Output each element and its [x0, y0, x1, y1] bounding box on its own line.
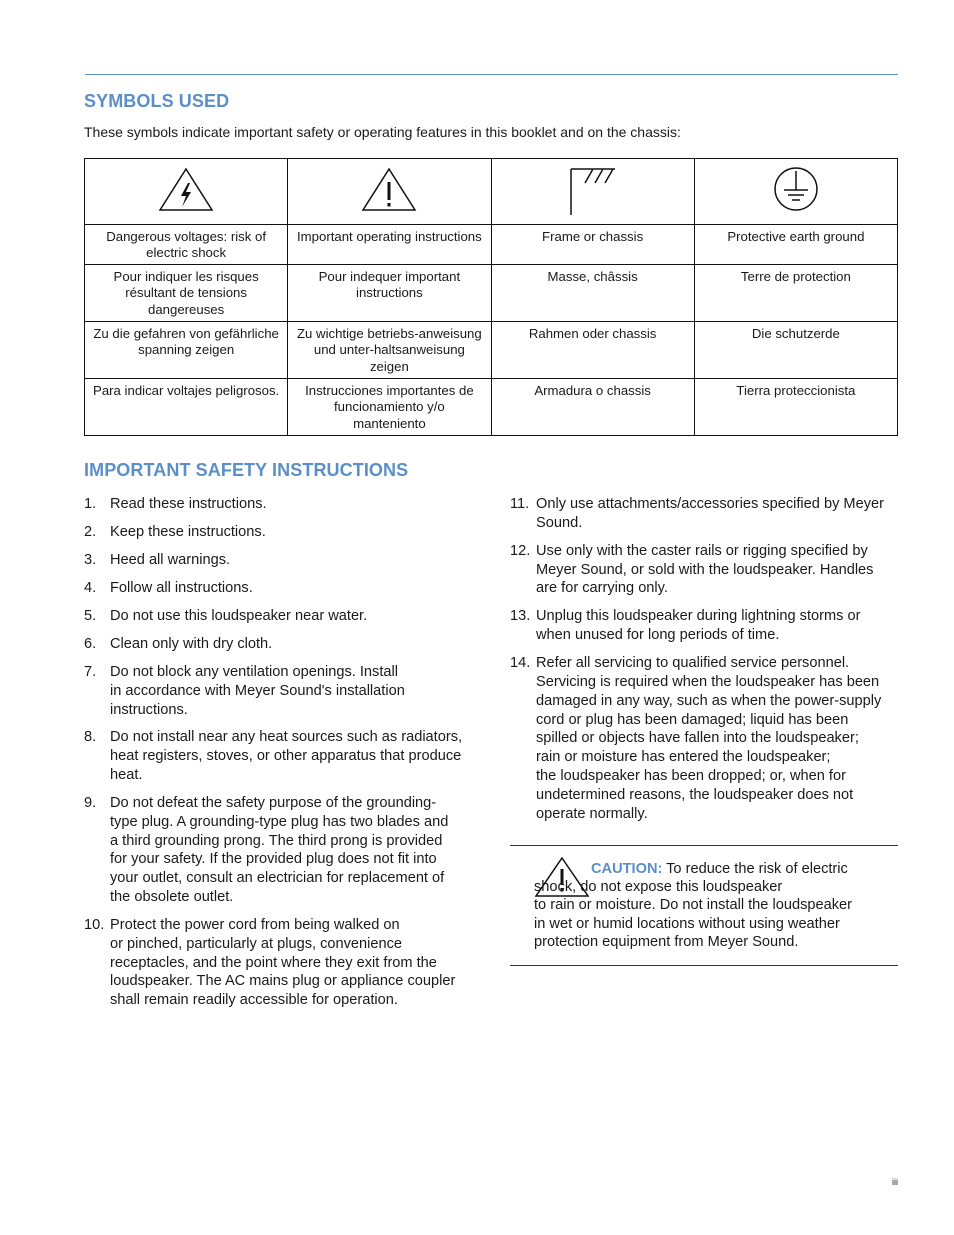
symbol-desc: Terre de protection [694, 264, 897, 321]
list-item [510, 542, 900, 598]
symbol-cell-lightning [85, 159, 288, 225]
symbol-desc: Masse, châssis [491, 264, 694, 321]
item-text: Only use attachments/accessories specified by Meyer Sound. [536, 496, 884, 531]
symbol-desc: Protective earth ground [694, 224, 897, 264]
protective-earth-icon [768, 161, 824, 217]
item-text: Use only with the caster rails or rigging specified by Meyer Sound, or sold with the loudspeaker. Handles are for carrying only. [536, 542, 874, 597]
item-text: Protect the power cord from being walked on or pinched, particularly at plugs, convenience receptacles, and the point where they exit from the loudspeaker. The AC mains plug or appliance coupler shall remain readily accessible for operation. [110, 917, 456, 1009]
symbols-row-english [85, 224, 898, 264]
exclamation-warning-icon [361, 165, 417, 213]
item-number: 13. [510, 608, 531, 625]
frame-chassis-icon [563, 161, 623, 217]
item-text: Heed all warnings. [110, 551, 231, 568]
caution-label: CAUTION: [591, 861, 663, 877]
top-rule [85, 74, 898, 75]
symbols-section-title: SYMBOLS USED [84, 91, 230, 111]
safety-list-right [510, 495, 900, 833]
item-text: Do not install near any heat sources such as radiators, heat registers, stoves, or other apparatus that produce heat. [110, 729, 463, 784]
safety-list-left [84, 495, 476, 1019]
symbol-desc: Pour indiquer les risques résultant de tensions dangereuses [85, 264, 288, 321]
item-text: Do not defeat the safety purpose of the grounding- type plug. A grounding-type plug has two blades and a third grounding prong. The third prong is provided for your safety. If the provided plug does not fit into your outlet, consult an electrician for replacement of the obsolete outlet. [110, 795, 449, 906]
symbol-desc: Zu die gefahren von gefährliche spanning zeigen [85, 321, 288, 378]
item-text: Keep these instructions. [110, 523, 266, 540]
item-number: 9. [84, 795, 97, 812]
item-text: Do not use this loudspeaker near water. [110, 607, 368, 624]
list-item [510, 495, 900, 533]
safety-section-title: IMPORTANT SAFETY INSTRUCTIONS [84, 460, 409, 480]
list-item [84, 635, 476, 654]
list-item [510, 654, 900, 823]
symbol-desc: Tierra proteccionista [694, 378, 897, 435]
lightning-warning-icon [158, 165, 214, 213]
symbols-icon-row [85, 159, 898, 225]
list-item [84, 663, 476, 719]
item-text: Clean only with dry cloth. [110, 635, 273, 652]
item-text: Read these instructions. [110, 496, 267, 512]
item-number: 2. [84, 523, 97, 540]
symbol-cell-exclamation [288, 159, 491, 225]
caution-body: To reduce the risk of electric shock, do not expose this loudspeaker to rain or moisture. Do not install the loudspeaker in wet or humid locations without using weather protection equipment from Meyer Sound. [534, 861, 852, 950]
item-number: 6. [84, 635, 97, 652]
symbol-desc: Die schutzerde [694, 321, 897, 378]
symbol-desc: Para indicar voltajes peligrosos. [85, 378, 288, 435]
item-number: 12. [510, 542, 531, 559]
symbol-desc: Armadura o chassis [491, 378, 694, 435]
symbol-cell-earth [694, 159, 897, 225]
item-text: Do not block any ventilation openings. Install in accordance with Meyer Sound's installation instructions. [110, 663, 405, 718]
symbol-desc: Frame or chassis [491, 224, 694, 264]
item-number: 4. [84, 579, 97, 596]
symbol-desc: Rahmen oder chassis [491, 321, 694, 378]
symbol-desc: Pour indequer important instructions [288, 264, 491, 321]
symbols-intro: These symbols indicate important safety or operating features in this booklet and on the chassis: [84, 124, 681, 140]
item-number: 10. [84, 917, 105, 934]
list-item [84, 607, 476, 626]
caution-box [510, 845, 898, 966]
item-number: 5. [84, 607, 97, 624]
list-item [84, 523, 476, 542]
list-item [84, 551, 476, 570]
list-item [84, 728, 476, 784]
list-item [510, 607, 900, 645]
symbol-desc: Dangerous voltages: risk of electric shock [85, 224, 288, 264]
item-number: 14. [510, 655, 531, 672]
item-number: 8. [84, 729, 97, 746]
item-number: 1. [84, 496, 97, 512]
symbol-desc: Important operating instructions [288, 224, 491, 264]
list-item [84, 579, 476, 598]
list-item [84, 794, 476, 907]
caution-text [534, 860, 874, 951]
item-text: Follow all instructions. [110, 579, 253, 596]
symbols-row-spanish [85, 378, 898, 435]
symbols-table [84, 158, 898, 436]
symbols-row-french [85, 264, 898, 321]
item-text: Refer all servicing to qualified service personnel. Servicing is required when the loudspeaker has been damaged in any way, such as when the power-supply cord or plug has been damaged; liquid has been spilled or objects have fallen into the loudspeaker; rain or moisture has entered the loudspeaker; the loudspeaker has been dropped; or, when for undetermined reasons, the loudspeaker does not operate normally. [536, 655, 882, 822]
item-text: Unplug this loudspeaker during lightning storms or when unused for long periods of time. [536, 608, 861, 644]
list-item [84, 916, 476, 1010]
list-item [84, 495, 476, 514]
item-number: 7. [84, 663, 97, 680]
item-number: 11. [510, 496, 530, 512]
item-number: 3. [84, 551, 97, 568]
symbol-desc: Instrucciones importantes de funcionamiento y/o manteniento [288, 378, 491, 435]
symbol-cell-chassis [491, 159, 694, 225]
page-number: iii [892, 1177, 898, 1187]
symbol-desc: Zu wichtige betriebs-anweisung und unter-haltsanweisung zeigen [288, 321, 491, 378]
symbols-row-german [85, 321, 898, 378]
